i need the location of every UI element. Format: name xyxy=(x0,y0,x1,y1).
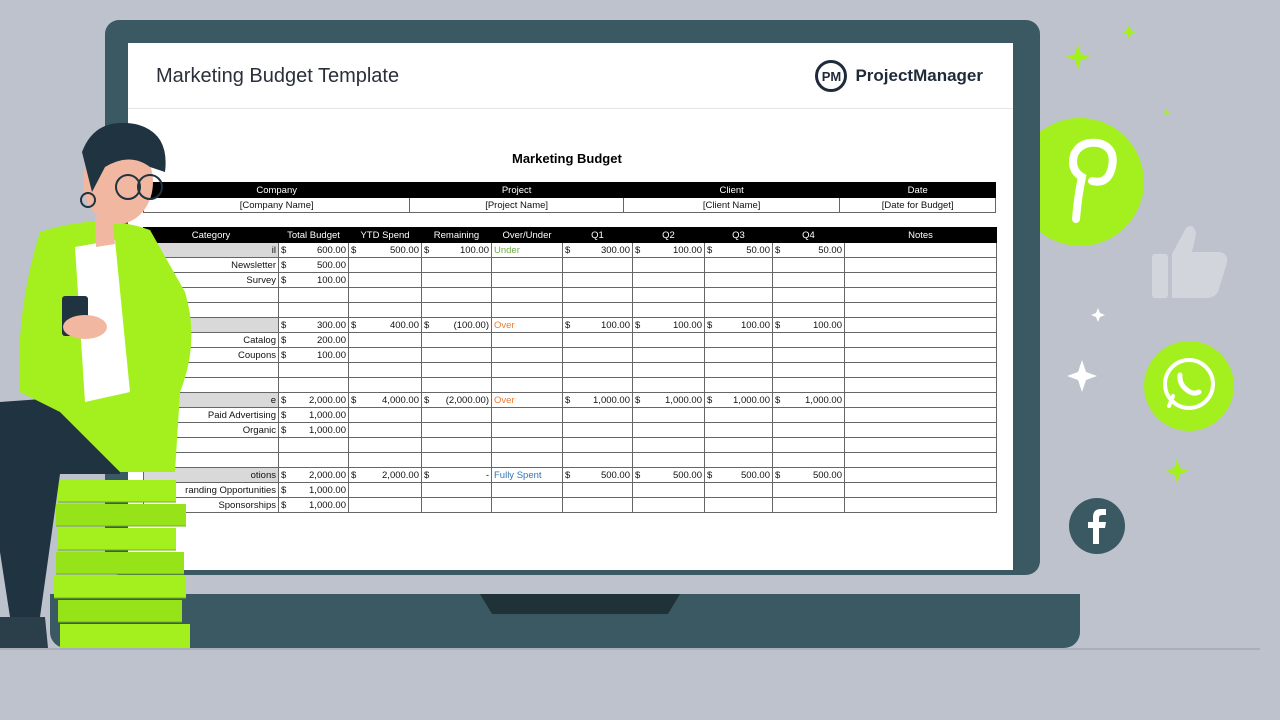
total-budget-cell[interactable] xyxy=(279,393,349,408)
notes-cell[interactable] xyxy=(845,483,997,498)
remaining-cell[interactable] xyxy=(422,288,492,303)
over-under-cell[interactable] xyxy=(492,303,563,318)
over-under-cell[interactable] xyxy=(492,438,563,453)
q3-cell[interactable] xyxy=(705,483,773,498)
notes-cell[interactable] xyxy=(845,498,997,513)
q1-cell[interactable] xyxy=(563,243,633,258)
sparkle-decorations xyxy=(1062,22,1192,492)
col-header-notes: Notes xyxy=(845,228,997,243)
currency-symbol: $ xyxy=(351,244,357,256)
q3-cell[interactable] xyxy=(705,423,773,438)
currency-symbol: $ xyxy=(281,334,287,346)
q4-cell[interactable] xyxy=(773,453,845,468)
amount-value: 50.00 xyxy=(746,244,770,256)
budget-table xyxy=(143,227,997,513)
remaining-cell[interactable] xyxy=(422,318,492,333)
person-illustration xyxy=(0,112,215,650)
ytd-spend-cell[interactable] xyxy=(349,288,422,303)
over-under-cell[interactable] xyxy=(492,348,563,363)
q4-cell[interactable] xyxy=(773,498,845,513)
currency-symbol: $ xyxy=(424,394,430,406)
table-row xyxy=(144,273,997,288)
total-budget-cell[interactable] xyxy=(279,318,349,333)
info-header-company: Company xyxy=(144,183,410,198)
over-under-cell[interactable] xyxy=(492,483,563,498)
amount-value: 50.00 xyxy=(818,244,842,256)
q2-cell[interactable] xyxy=(633,408,705,423)
over-under-cell[interactable] xyxy=(492,453,563,468)
q1-cell[interactable] xyxy=(563,318,633,333)
category-cell[interactable]: Survey xyxy=(144,273,279,288)
over-under-cell[interactable] xyxy=(492,258,563,273)
q1-cell[interactable] xyxy=(563,453,633,468)
table-row xyxy=(144,333,997,348)
q3-cell[interactable] xyxy=(705,453,773,468)
q3-cell[interactable] xyxy=(705,408,773,423)
amount-value: (100.00) xyxy=(453,319,489,331)
over-under-cell[interactable]: Over xyxy=(492,393,563,408)
over-under-cell[interactable]: Over xyxy=(492,318,563,333)
col-header-total-budget: Total Budget xyxy=(279,228,349,243)
q1-cell[interactable] xyxy=(563,273,633,288)
ytd-spend-cell[interactable] xyxy=(349,423,422,438)
table-row xyxy=(144,258,997,273)
total-budget-cell[interactable] xyxy=(279,453,349,468)
over-under-cell[interactable] xyxy=(492,288,563,303)
ytd-spend-cell[interactable] xyxy=(349,393,422,408)
amount-value: 500.00 xyxy=(812,469,842,481)
sheet-title: Marketing Budget xyxy=(512,151,622,166)
q1-cell[interactable] xyxy=(563,258,633,273)
total-budget-cell[interactable] xyxy=(279,303,349,318)
amount-value: (2,000.00) xyxy=(445,394,489,406)
amount-value: 1,000.00 xyxy=(309,484,346,496)
page-title: Marketing Budget Template xyxy=(156,65,400,87)
total-budget-cell[interactable] xyxy=(279,348,349,363)
facebook-icon xyxy=(1068,497,1126,555)
currency-symbol: $ xyxy=(707,469,713,481)
over-under-cell[interactable]: Fully Spent xyxy=(492,468,563,483)
amount-value: 500.00 xyxy=(672,469,702,481)
notes-cell[interactable] xyxy=(845,273,997,288)
currency-symbol: $ xyxy=(424,469,430,481)
amount-value: 500.00 xyxy=(389,244,419,256)
currency-symbol: $ xyxy=(775,394,781,406)
remaining-cell[interactable] xyxy=(422,363,492,378)
currency-symbol: $ xyxy=(707,394,713,406)
table-row xyxy=(144,363,997,378)
q4-cell[interactable] xyxy=(773,318,845,333)
q2-cell[interactable] xyxy=(633,333,705,348)
currency-symbol: $ xyxy=(281,394,287,406)
info-header-client: Client xyxy=(623,183,840,198)
q1-cell[interactable] xyxy=(563,348,633,363)
q4-cell[interactable] xyxy=(773,288,845,303)
currency-symbol: $ xyxy=(351,394,357,406)
currency-symbol: $ xyxy=(281,259,287,271)
amount-value: 100.00 xyxy=(600,319,630,331)
category-cell[interactable]: otions xyxy=(144,468,279,483)
q4-cell[interactable] xyxy=(773,303,845,318)
currency-symbol: $ xyxy=(707,244,713,256)
info-header-date: Date xyxy=(840,183,996,198)
category-cell[interactable]: Paid Advertising xyxy=(144,408,279,423)
total-budget-cell[interactable] xyxy=(279,288,349,303)
notes-cell[interactable] xyxy=(845,258,997,273)
client-name-cell[interactable]: [Client Name] xyxy=(623,198,840,213)
remaining-cell[interactable] xyxy=(422,243,492,258)
ytd-spend-cell[interactable] xyxy=(349,273,422,288)
currency-symbol: $ xyxy=(281,424,287,436)
q2-cell[interactable] xyxy=(633,483,705,498)
amount-value: 100.00 xyxy=(316,349,346,361)
currency-symbol: $ xyxy=(281,484,287,496)
currency-symbol: $ xyxy=(351,469,357,481)
q4-cell[interactable] xyxy=(773,423,845,438)
total-budget-cell[interactable] xyxy=(279,258,349,273)
budget-body xyxy=(144,243,997,513)
currency-symbol: $ xyxy=(565,319,571,331)
q4-cell[interactable] xyxy=(773,393,845,408)
notes-cell[interactable] xyxy=(845,348,997,363)
coin-stack xyxy=(54,480,190,648)
total-budget-cell[interactable] xyxy=(279,498,349,513)
remaining-cell[interactable] xyxy=(422,408,492,423)
date-cell[interactable]: [Date for Budget] xyxy=(840,198,996,213)
ytd-spend-cell[interactable] xyxy=(349,408,422,423)
q2-cell[interactable] xyxy=(633,453,705,468)
amount-value: 600.00 xyxy=(316,244,346,256)
total-budget-cell[interactable] xyxy=(279,468,349,483)
q4-cell[interactable] xyxy=(773,243,845,258)
q3-cell[interactable] xyxy=(705,273,773,288)
notes-cell[interactable] xyxy=(845,318,997,333)
amount-value: 300.00 xyxy=(316,319,346,331)
table-row xyxy=(144,468,997,483)
currency-symbol: $ xyxy=(635,319,641,331)
col-header-category: Category xyxy=(144,228,279,243)
table-row xyxy=(144,498,997,513)
budget-header-row xyxy=(144,228,997,243)
currency-symbol: $ xyxy=(775,244,781,256)
currency-symbol: $ xyxy=(424,244,430,256)
ytd-spend-cell[interactable] xyxy=(349,468,422,483)
ytd-spend-cell[interactable] xyxy=(349,363,422,378)
table-row xyxy=(144,378,997,393)
q2-cell[interactable] xyxy=(633,288,705,303)
amount-value: 100.00 xyxy=(459,244,489,256)
ytd-spend-cell[interactable] xyxy=(349,303,422,318)
currency-symbol: $ xyxy=(281,244,287,256)
q4-cell[interactable] xyxy=(773,438,845,453)
q1-cell[interactable] xyxy=(563,498,633,513)
q4-cell[interactable] xyxy=(773,408,845,423)
q3-cell[interactable] xyxy=(705,348,773,363)
category-cell[interactable]: Sponsorships xyxy=(144,498,279,513)
amount-value: 4,000.00 xyxy=(382,394,419,406)
amount-value: 2,000.00 xyxy=(309,469,346,481)
brand-logo-icon: PM xyxy=(815,60,847,92)
q3-cell[interactable] xyxy=(705,303,773,318)
amount-value: 100.00 xyxy=(740,319,770,331)
ytd-spend-cell[interactable] xyxy=(349,498,422,513)
q1-cell[interactable] xyxy=(563,303,633,318)
ytd-spend-cell[interactable] xyxy=(349,378,422,393)
notes-cell[interactable] xyxy=(845,438,997,453)
q2-cell[interactable] xyxy=(633,348,705,363)
col-header-remaining: Remaining xyxy=(422,228,492,243)
notes-cell[interactable] xyxy=(845,243,997,258)
currency-symbol: $ xyxy=(281,274,287,286)
project-name-cell[interactable]: [Project Name] xyxy=(410,198,624,213)
category-cell[interactable]: Catalog xyxy=(144,333,279,348)
q2-cell[interactable] xyxy=(633,258,705,273)
notes-cell[interactable] xyxy=(845,378,997,393)
q1-cell[interactable] xyxy=(563,438,633,453)
total-budget-cell[interactable] xyxy=(279,363,349,378)
table-row xyxy=(144,408,997,423)
ytd-spend-cell[interactable] xyxy=(349,348,422,363)
amount-value: 1,000.00 xyxy=(309,409,346,421)
table-row xyxy=(144,318,997,333)
ytd-spend-cell[interactable] xyxy=(349,453,422,468)
col-header-over-under: Over/Under xyxy=(492,228,563,243)
col-header-q4: Q4 xyxy=(773,228,845,243)
q4-cell[interactable] xyxy=(773,378,845,393)
q1-cell[interactable] xyxy=(563,423,633,438)
over-under-cell[interactable] xyxy=(492,378,563,393)
q2-cell[interactable] xyxy=(633,243,705,258)
q3-cell[interactable] xyxy=(705,468,773,483)
remaining-cell[interactable] xyxy=(422,483,492,498)
q3-cell[interactable] xyxy=(705,438,773,453)
over-under-cell[interactable] xyxy=(492,423,563,438)
category-cell[interactable]: Newsletter xyxy=(144,258,279,273)
q1-cell[interactable] xyxy=(563,378,633,393)
q3-cell[interactable] xyxy=(705,333,773,348)
q1-cell[interactable] xyxy=(563,393,633,408)
q2-cell[interactable] xyxy=(633,363,705,378)
over-under-cell[interactable] xyxy=(492,273,563,288)
col-header-q3: Q3 xyxy=(705,228,773,243)
total-budget-cell[interactable] xyxy=(279,423,349,438)
notes-cell[interactable] xyxy=(845,423,997,438)
ytd-spend-cell[interactable] xyxy=(349,438,422,453)
q1-cell[interactable] xyxy=(563,408,633,423)
ytd-spend-cell[interactable] xyxy=(349,483,422,498)
col-header-q2: Q2 xyxy=(633,228,705,243)
remaining-cell[interactable] xyxy=(422,438,492,453)
amount-value: 1,000.00 xyxy=(309,499,346,511)
amount-value: 300.00 xyxy=(600,244,630,256)
ytd-spend-cell[interactable] xyxy=(349,333,422,348)
q3-cell[interactable] xyxy=(705,393,773,408)
q2-cell[interactable] xyxy=(633,318,705,333)
q3-cell[interactable] xyxy=(705,258,773,273)
notes-cell[interactable] xyxy=(845,453,997,468)
currency-symbol: $ xyxy=(635,394,641,406)
currency-symbol: $ xyxy=(635,469,641,481)
company-name-cell[interactable]: [Company Name] xyxy=(144,198,410,213)
q4-cell[interactable] xyxy=(773,273,845,288)
over-under-cell[interactable] xyxy=(492,498,563,513)
over-under-cell[interactable] xyxy=(492,333,563,348)
amount-value: 100.00 xyxy=(812,319,842,331)
currency-symbol: $ xyxy=(281,469,287,481)
currency-symbol: $ xyxy=(281,319,287,331)
col-header-ytd-spend: YTD Spend xyxy=(349,228,422,243)
table-row xyxy=(144,348,997,363)
amount-value: 1,000.00 xyxy=(733,394,770,406)
table-row xyxy=(144,423,997,438)
currency-symbol: $ xyxy=(424,319,430,331)
laptop-notch xyxy=(480,594,680,614)
currency-symbol: $ xyxy=(281,499,287,511)
currency-symbol: $ xyxy=(565,469,571,481)
amount-value: 1,000.00 xyxy=(309,424,346,436)
category-cell[interactable]: Coupons xyxy=(144,348,279,363)
q4-cell[interactable] xyxy=(773,258,845,273)
amount-value: 100.00 xyxy=(672,319,702,331)
q1-cell[interactable] xyxy=(563,468,633,483)
q2-cell[interactable] xyxy=(633,498,705,513)
amount-value: 200.00 xyxy=(316,334,346,346)
q3-cell[interactable] xyxy=(705,243,773,258)
total-budget-cell[interactable] xyxy=(279,243,349,258)
remaining-cell[interactable] xyxy=(422,468,492,483)
over-under-cell[interactable] xyxy=(492,363,563,378)
currency-symbol: $ xyxy=(281,409,287,421)
amount-value: 100.00 xyxy=(316,274,346,286)
currency-symbol: $ xyxy=(775,319,781,331)
remaining-cell[interactable] xyxy=(422,453,492,468)
q2-cell[interactable] xyxy=(633,468,705,483)
remaining-cell[interactable] xyxy=(422,333,492,348)
q2-cell[interactable] xyxy=(633,273,705,288)
total-budget-cell[interactable] xyxy=(279,378,349,393)
category-cell[interactable]: Organic xyxy=(144,423,279,438)
notes-cell[interactable] xyxy=(845,288,997,303)
remaining-cell[interactable] xyxy=(422,348,492,363)
currency-symbol: $ xyxy=(635,244,641,256)
remaining-cell[interactable] xyxy=(422,393,492,408)
budget-sheet xyxy=(128,43,1013,570)
over-under-cell[interactable] xyxy=(492,408,563,423)
col-header-q1: Q1 xyxy=(563,228,633,243)
q3-cell[interactable] xyxy=(705,318,773,333)
amount-value: 2,000.00 xyxy=(309,394,346,406)
table-row xyxy=(144,243,997,258)
info-header-project: Project xyxy=(410,183,624,198)
total-budget-cell[interactable] xyxy=(279,408,349,423)
amount-value: 1,000.00 xyxy=(805,394,842,406)
currency-symbol: $ xyxy=(707,319,713,331)
q4-cell[interactable] xyxy=(773,348,845,363)
ytd-spend-cell[interactable] xyxy=(349,318,422,333)
table-row xyxy=(144,288,997,303)
amount-value: 2,000.00 xyxy=(382,469,419,481)
notes-cell[interactable] xyxy=(845,393,997,408)
q3-cell[interactable] xyxy=(705,378,773,393)
amount-value: 1,000.00 xyxy=(665,394,702,406)
table-row xyxy=(144,393,997,408)
amount-value: 500.00 xyxy=(600,469,630,481)
remaining-cell[interactable] xyxy=(422,378,492,393)
q2-cell[interactable] xyxy=(633,393,705,408)
total-budget-cell[interactable] xyxy=(279,273,349,288)
remaining-cell[interactable] xyxy=(422,423,492,438)
total-budget-cell[interactable] xyxy=(279,333,349,348)
table-row xyxy=(144,453,997,468)
remaining-cell[interactable] xyxy=(422,273,492,288)
ytd-spend-cell[interactable] xyxy=(349,258,422,273)
amount-value: 1,000.00 xyxy=(593,394,630,406)
laptop-screen xyxy=(128,43,1013,570)
amount-value: 100.00 xyxy=(672,244,702,256)
table-row xyxy=(144,303,997,318)
ytd-spend-cell[interactable] xyxy=(349,243,422,258)
remaining-cell[interactable] xyxy=(422,258,492,273)
table-row xyxy=(144,483,997,498)
q2-cell[interactable] xyxy=(633,303,705,318)
total-budget-cell[interactable] xyxy=(279,438,349,453)
info-table xyxy=(143,182,996,213)
q4-cell[interactable] xyxy=(773,483,845,498)
notes-cell[interactable] xyxy=(845,468,997,483)
remaining-cell[interactable] xyxy=(422,303,492,318)
q3-cell[interactable] xyxy=(705,288,773,303)
currency-symbol: $ xyxy=(281,349,287,361)
remaining-cell[interactable] xyxy=(422,498,492,513)
q1-cell[interactable] xyxy=(563,483,633,498)
q1-cell[interactable] xyxy=(563,288,633,303)
notes-cell[interactable] xyxy=(845,333,997,348)
table-row xyxy=(144,438,997,453)
category-cell[interactable]: randing Opportunities xyxy=(144,483,279,498)
amount-value: 500.00 xyxy=(740,469,770,481)
notes-cell[interactable] xyxy=(845,303,997,318)
q1-cell[interactable] xyxy=(563,333,633,348)
q4-cell[interactable] xyxy=(773,468,845,483)
total-budget-cell[interactable] xyxy=(279,483,349,498)
amount-value: 400.00 xyxy=(389,319,419,331)
notes-cell[interactable] xyxy=(845,408,997,423)
amount-value: 500.00 xyxy=(316,259,346,271)
q1-cell[interactable] xyxy=(563,363,633,378)
amount-value: - xyxy=(485,469,489,481)
category-cell[interactable]: e xyxy=(144,393,279,408)
currency-symbol: $ xyxy=(775,469,781,481)
over-under-cell[interactable]: Under xyxy=(492,243,563,258)
currency-symbol: $ xyxy=(565,394,571,406)
q4-cell[interactable] xyxy=(773,333,845,348)
category-cell[interactable]: il xyxy=(144,243,279,258)
currency-symbol: $ xyxy=(351,319,357,331)
q2-cell[interactable] xyxy=(633,423,705,438)
brand-name: ProjectManager xyxy=(855,66,983,85)
currency-symbol: $ xyxy=(565,244,571,256)
q4-cell[interactable] xyxy=(773,363,845,378)
q3-cell[interactable] xyxy=(705,498,773,513)
q2-cell[interactable] xyxy=(633,438,705,453)
q2-cell[interactable] xyxy=(633,378,705,393)
q3-cell[interactable] xyxy=(705,363,773,378)
notes-cell[interactable] xyxy=(845,363,997,378)
